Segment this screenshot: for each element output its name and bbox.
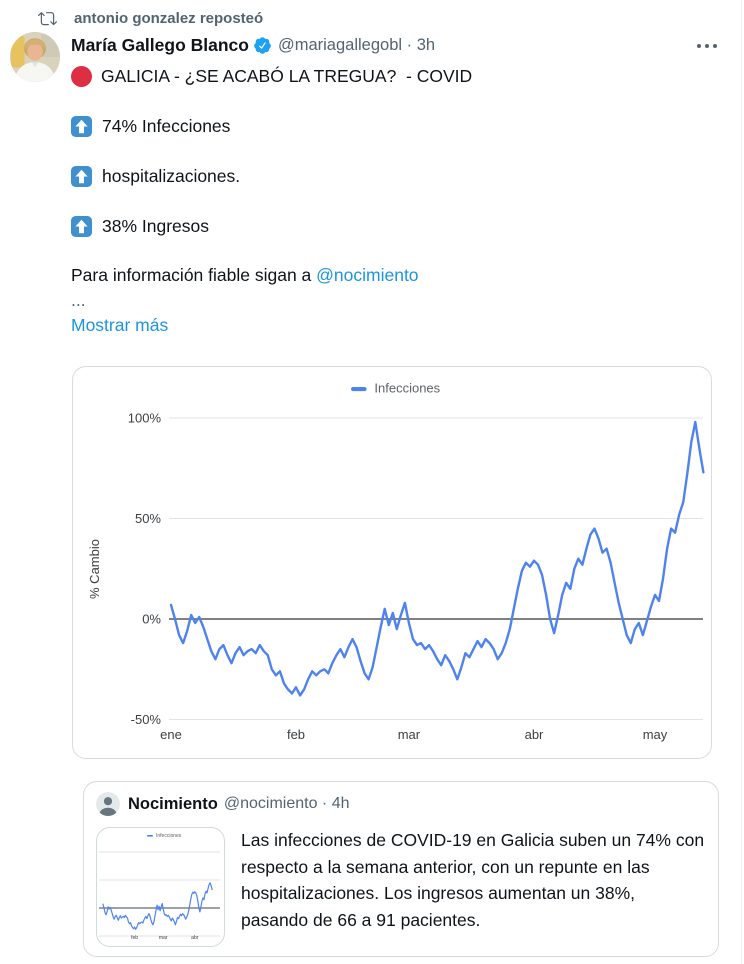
red-circle-emoji (71, 66, 92, 87)
tweet-header (71, 28, 725, 56)
avatar[interactable] (10, 32, 60, 82)
stat-row-admissions (71, 216, 725, 237)
verified-badge-icon (253, 36, 272, 55)
tweet-headline-row (71, 66, 725, 87)
infections-line-chart (73, 367, 711, 758)
svg-text:Infecciones: Infecciones (374, 380, 441, 396)
svg-text:ene: ene (160, 727, 182, 742)
tweet-headline: GALICIA - ¿SE ACABÓ LA TREGUA? - COVID (101, 66, 473, 86)
svg-text:Infecciones: Infecciones (156, 833, 182, 840)
quote-content (96, 827, 706, 947)
up-arrow-emoji (71, 116, 92, 137)
show-more-row (71, 315, 725, 336)
author-avatar-image (10, 32, 60, 82)
quote-timestamp: 4h (331, 795, 350, 812)
svg-text:may: may (642, 727, 668, 742)
stat-row-hospitalizations (71, 166, 725, 187)
author-handle[interactable]: @mariagallegobl (277, 36, 403, 54)
svg-text:-50%: -50% (130, 712, 161, 728)
repost-label[interactable]: antonio gonzalez reposteó (74, 10, 264, 27)
up-arrow-emoji (71, 166, 92, 187)
dot-separator: · (321, 795, 328, 812)
svg-text:50%: 50% (134, 511, 161, 527)
stat-hospitalizations: hospitalizaciones. (102, 166, 241, 186)
svg-text:0%: 0% (142, 611, 161, 627)
quote-author-handle: @nocimiento (223, 795, 318, 812)
retweet-icon (38, 9, 57, 28)
svg-text:feb: feb (286, 727, 306, 742)
quote-handle-row (224, 795, 350, 813)
quoted-tweet-card[interactable] (83, 781, 719, 957)
svg-text:abr: abr (191, 935, 199, 941)
mention-link[interactable]: @nocimiento (316, 265, 419, 285)
truncation-ellipsis: ... (71, 290, 86, 310)
tweet-cta-line (71, 265, 725, 286)
more-button[interactable] (695, 38, 719, 56)
infections-line-chart-small (97, 828, 222, 944)
quote-text: Las infecciones de COVID-19 en Galicia suben un 74% con respecto a la semana anterior, con un repunte en las hospitalizaciones. Los ingresos aumentan un 38%, pasando de 66 a 91 pacientes. (241, 830, 705, 930)
cta-text: Para información fiable sigan a (71, 265, 317, 285)
up-arrow-emoji (71, 216, 92, 237)
stat-row-infections (71, 116, 725, 137)
quote-chart-thumbnail[interactable] (96, 827, 225, 947)
svg-text:feb: feb (131, 935, 139, 941)
author-name[interactable]: María Gallego Blanco (71, 35, 249, 55)
stat-admissions: 38% Ingresos (102, 216, 210, 236)
show-more-link[interactable]: Mostrar más (71, 315, 169, 335)
quote-avatar (96, 792, 120, 816)
repost-header (0, 0, 741, 28)
svg-text:% Cambio: % Cambio (87, 539, 102, 599)
person-silhouette-icon (96, 792, 120, 816)
stat-infections: 74% Infecciones (102, 116, 231, 136)
chart-media-card[interactable] (72, 366, 712, 759)
tweet-timestamp: 3h (416, 36, 436, 54)
svg-text:100%: 100% (127, 410, 161, 426)
more-icon (695, 41, 719, 51)
author-handle-row[interactable] (278, 36, 435, 55)
svg-text:mar: mar (158, 935, 168, 941)
svg-text:mar: mar (397, 727, 421, 742)
quote-header (96, 792, 706, 816)
quote-author-name: Nocimiento (128, 794, 218, 813)
dot-separator: · (406, 36, 413, 54)
tweet (0, 28, 741, 957)
svg-text:abr: abr (524, 727, 544, 742)
